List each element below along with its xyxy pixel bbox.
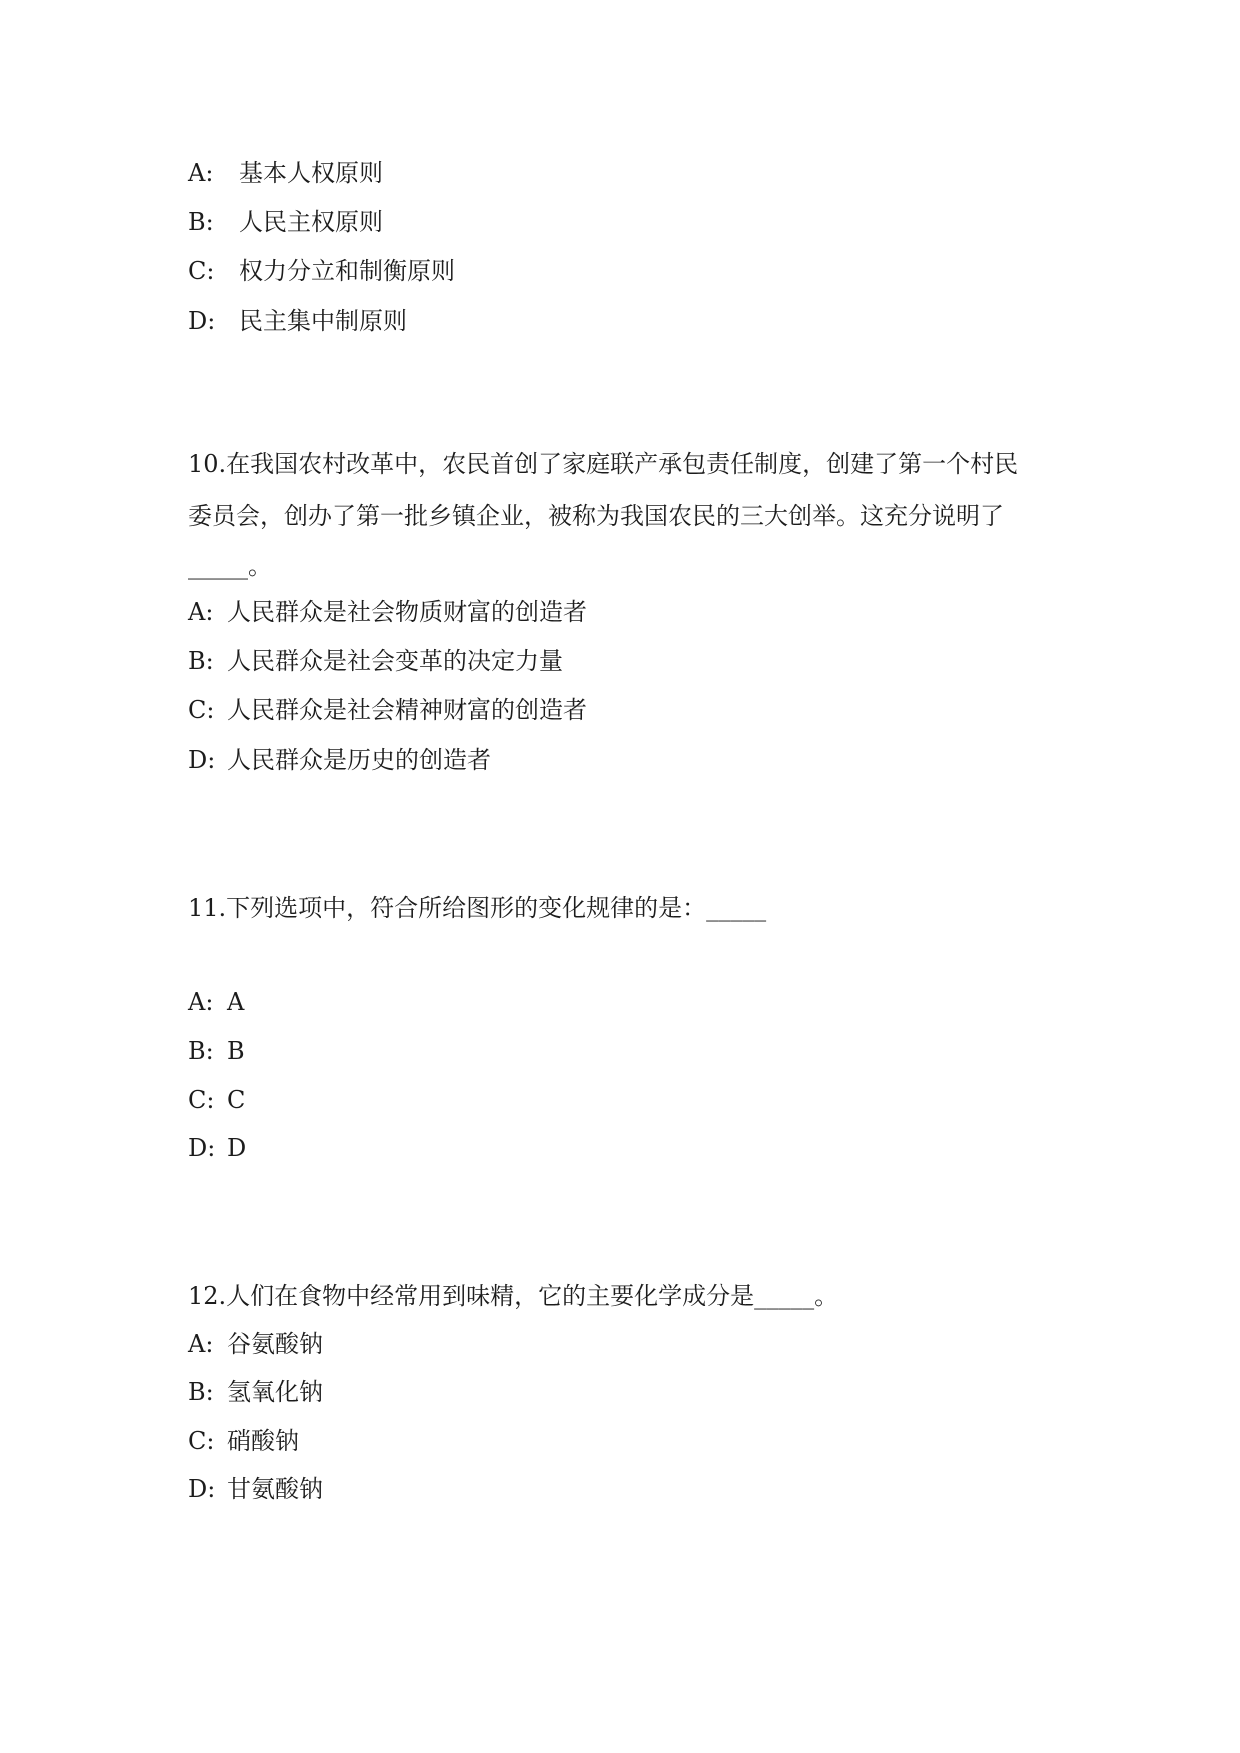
q9-option-c [188,256,1088,286]
option-text: 人民群众是社会变革的决定力量 [227,647,563,675]
option-label: C: [188,257,215,285]
option-text: 氢氧化钠 [227,1378,323,1406]
q12-option-a [188,1329,1088,1359]
option-label: C: [188,1427,215,1455]
q10-option-c [188,695,1088,725]
q11-option-b [188,1036,1088,1066]
q10-stem-line-1: 10.在我国农村改革中，农民首创了家庭联产承包责任制度，创建了第一个村民 [188,450,1019,478]
q11-option-a [188,987,1088,1017]
option-text: 甘氨酸钠 [227,1475,323,1503]
option-label: B: [188,208,214,236]
q10-option-a [188,597,1088,627]
q12-option-b [188,1377,1088,1407]
option-label: C: [188,1086,215,1114]
q9-option-b [188,207,1088,237]
option-text: 人民群众是社会物质财富的创造者 [227,598,587,626]
option-label: D: [188,307,216,335]
option-text: 硝酸钠 [227,1427,299,1455]
q10-option-b [188,646,1088,676]
q12-option-c [188,1426,1088,1456]
option-label: B: [188,1037,214,1065]
q12-option-d [188,1474,1088,1504]
option-label: C: [188,696,215,724]
option-label: B: [188,1378,214,1406]
option-text: A [227,988,245,1016]
option-label: A: [188,159,214,187]
q9-option-a [188,158,1088,188]
q11-stem: 11.下列选项中，符合所给图形的变化规律的是：_____ [188,894,767,922]
option-text: 谷氨酸钠 [227,1330,323,1358]
option-label: A: [188,598,214,626]
option-text: D [227,1134,247,1162]
option-text: 人民主权原则 [239,208,383,236]
option-text: C [227,1086,246,1114]
option-label: A: [188,988,214,1016]
option-label: D: [188,1134,216,1162]
option-label: A: [188,1330,214,1358]
option-label: B: [188,647,214,675]
q11-option-d [188,1133,1088,1163]
option-text: 人民群众是历史的创造者 [227,746,491,774]
option-text: 人民群众是社会精神财富的创造者 [227,696,587,724]
q12-stem: 12.人们在食物中经常用到味精，它的主要化学成分是_____。 [188,1282,839,1310]
q10-stem-line-2: 委员会，创办了第一批乡镇企业，被称为我国农民的三大创举。这充分说明了 [188,502,1004,530]
option-label: D: [188,746,216,774]
option-text: B [227,1037,245,1065]
q11-option-c [188,1085,1088,1115]
option-text: 民主集中制原则 [239,307,407,335]
option-text: 权力分立和制衡原则 [239,257,455,285]
q10-stem-line-3: _____。 [188,552,272,580]
q9-option-d [188,306,1088,336]
option-label: D: [188,1475,216,1503]
q10-option-d [188,745,1088,775]
option-text: 基本人权原则 [239,159,383,187]
